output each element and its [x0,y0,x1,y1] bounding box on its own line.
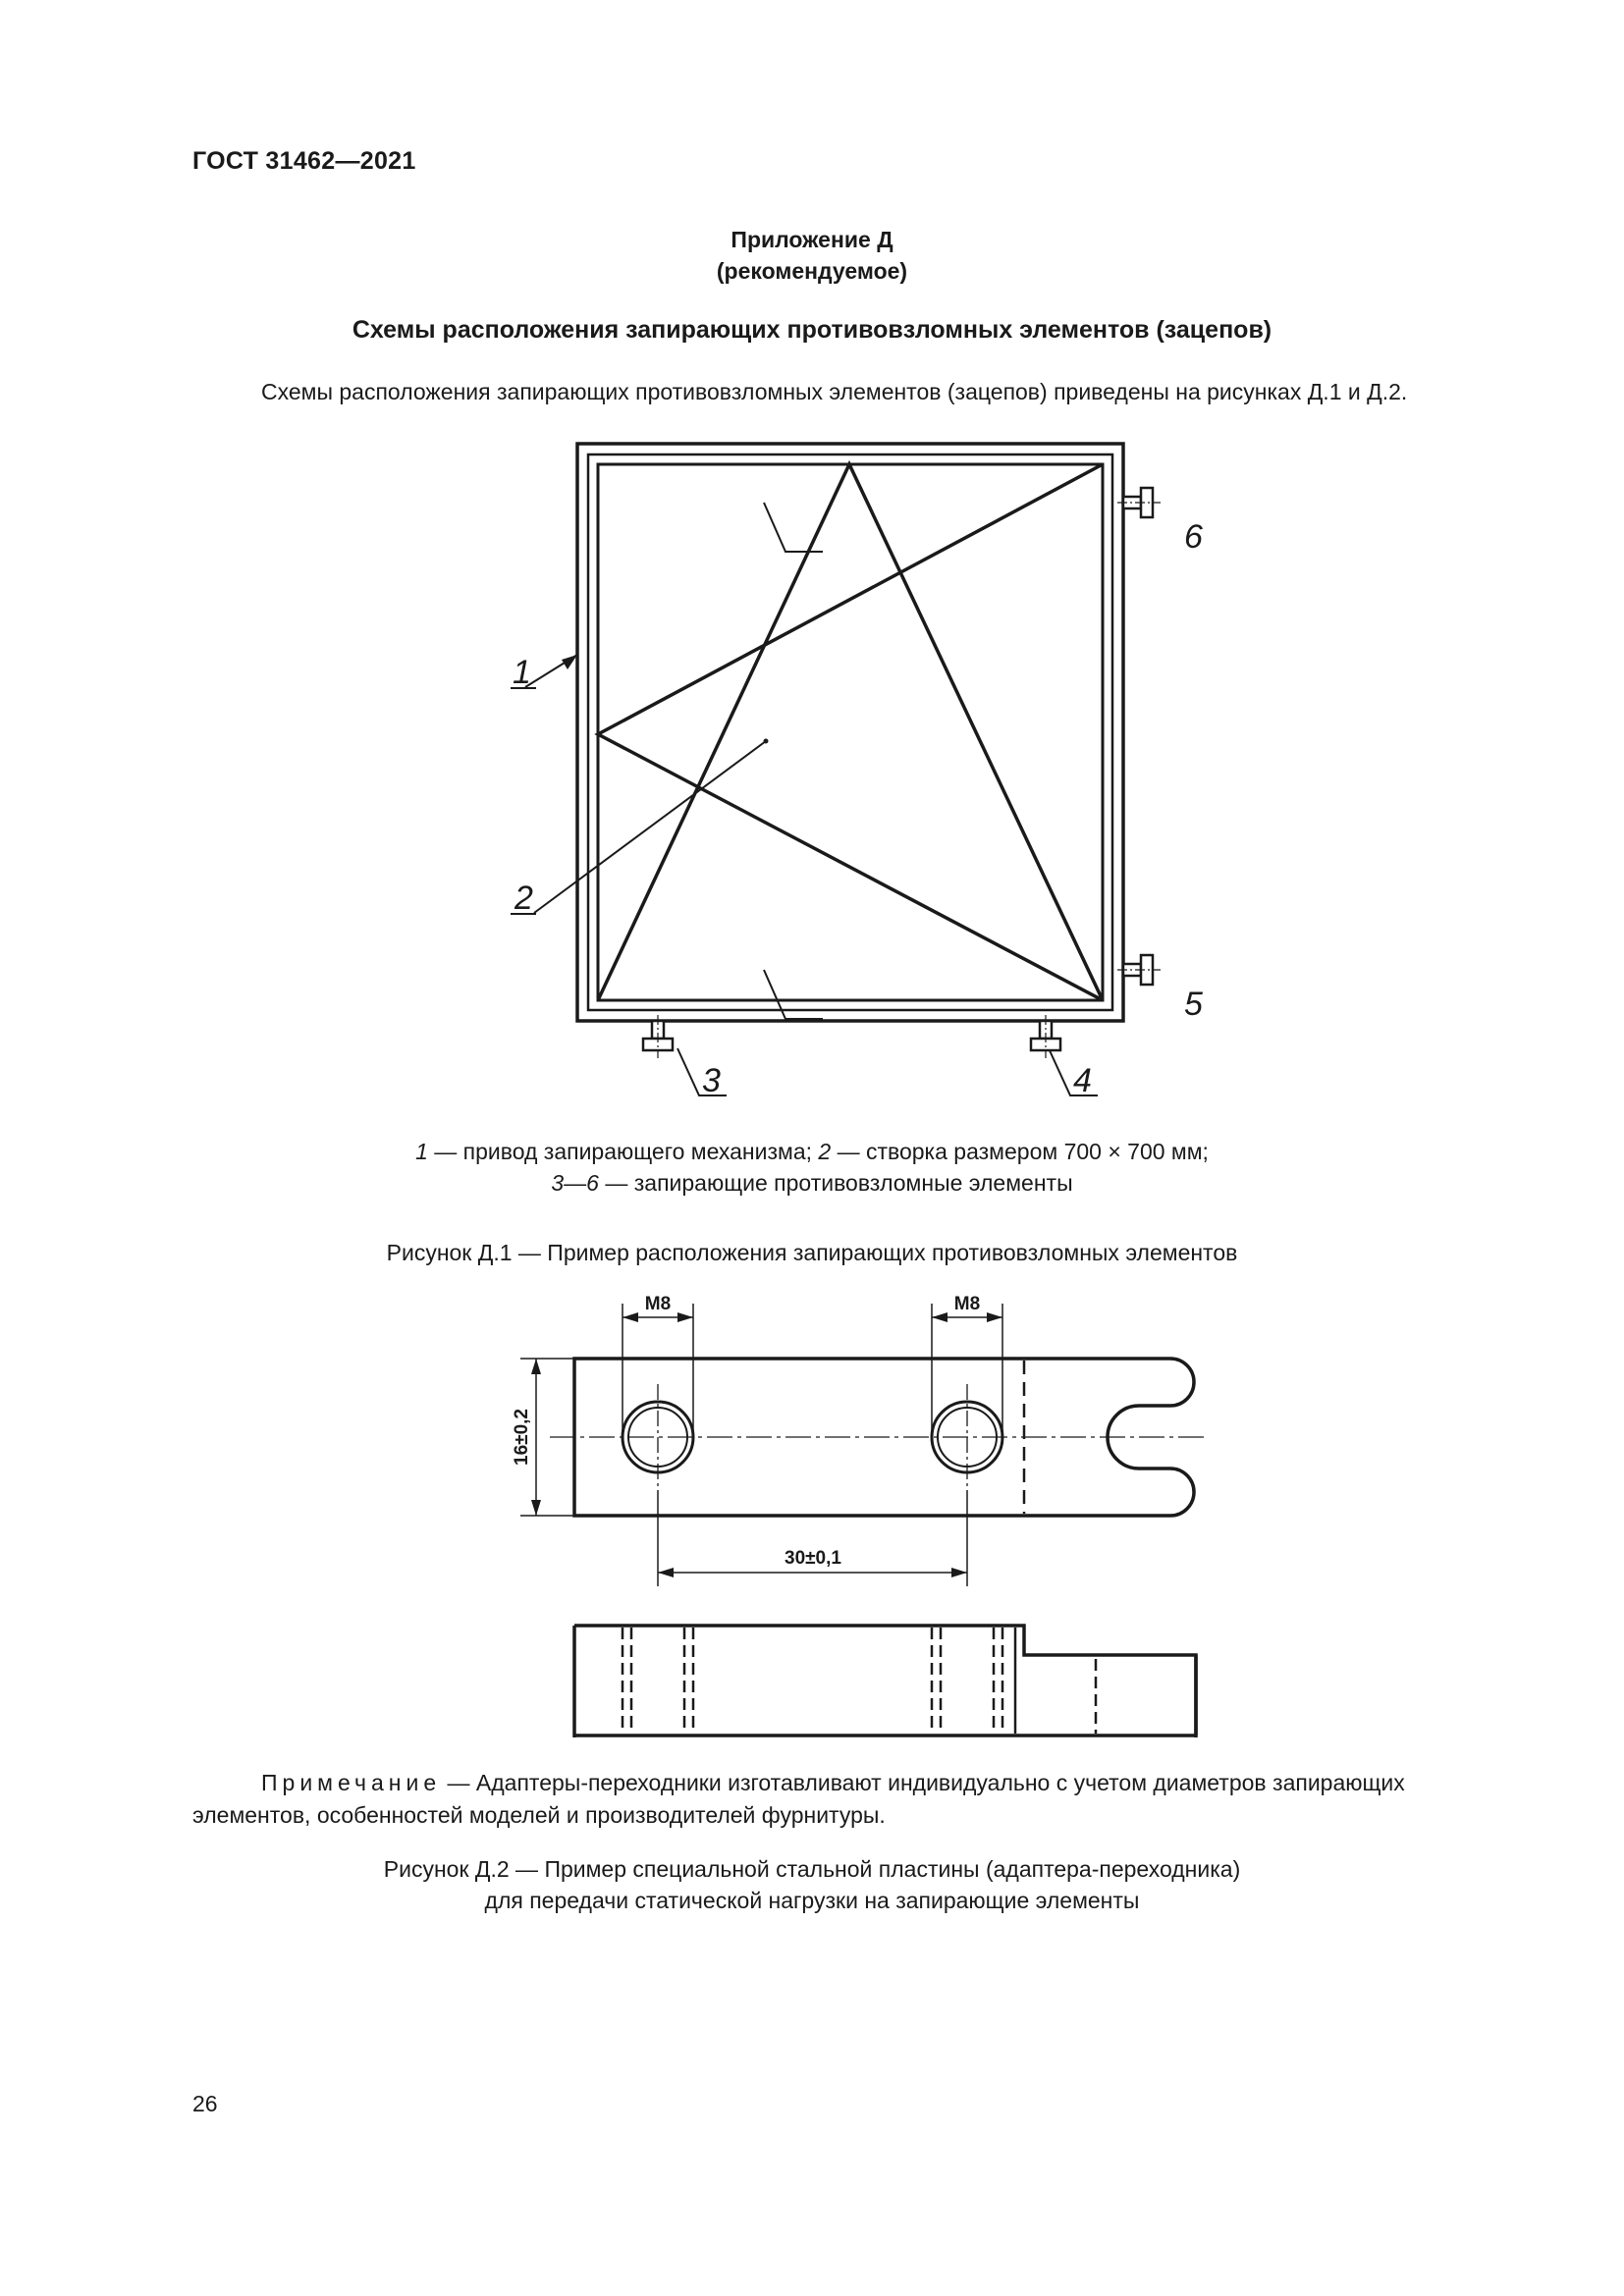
legend-text-2: — створка размером 700 × 700 мм; [831,1139,1209,1164]
legend-text-1: — привод запирающего механизма; [427,1139,819,1164]
note-text: — Адаптеры-переходники изготавливают индивидуально с учетом диаметров запирающих элементов, особенностей моделей и производителей фурнитуры. [192,1770,1405,1828]
figure-1-diagram [0,422,1624,1129]
window-frame-inner [588,454,1112,1010]
leader-6 [764,503,823,552]
dim-m8-left: М8 [644,1294,672,1314]
legend-text-3: — запирающие противовзломные элементы [598,1170,1073,1196]
intro-paragraph: Схемы расположения запирающих противовзломных элементов (зацепов) приведены на рисунках Д.1 и Д.2. [261,379,1408,404]
figure-1-caption: Рисунок Д.1 — Пример расположения запирающих противовзломных элементов [386,1240,1238,1265]
callout-2: 2 [514,880,533,917]
plate-side-view-top [574,1626,1196,1737]
window-sash [598,464,1103,1000]
window-frame-outer [577,444,1123,1021]
dim-m8-right: М8 [953,1294,981,1314]
legend-line-2 [0,1167,1624,1199]
figure-2-caption-line-2: для передачи статической нагрузки на запирающие элементы [484,1888,1140,1913]
note-label: Примечание [261,1770,442,1795]
section-title: Схемы расположения запирающих противовзломных элементов (зацепов) [352,316,1272,344]
opening-indicator-vertical [598,464,1103,1000]
figure-2-note [192,1767,1528,1832]
legend-num-1: 1 [415,1139,428,1164]
leader-dot-2 [764,739,769,744]
callout-1: 1 [513,654,531,691]
annex-title: Приложение Д [731,227,893,252]
opening-indicator-horizontal [598,464,1103,1000]
legend-line-1 [0,1136,1624,1167]
legend-num-3: 3—6 [551,1170,599,1196]
page-number: 26 [192,2091,218,2116]
figure-2-diagram [0,1276,1624,1737]
figure-2-caption [0,1853,1624,1916]
annex-heading [0,224,1624,287]
dim-height: 16±0,2 [512,1409,532,1466]
callout-5: 5 [1184,986,1203,1023]
leader-5 [764,970,823,1019]
legend-num-2: 2 [818,1139,832,1164]
document-id: ГОСТ 31462—2021 [192,147,416,175]
annex-subtitle: (рекомендуемое) [716,258,908,284]
arrow-1 [562,655,577,669]
dim-spacing: 30±0,1 [785,1548,841,1569]
figure-1-legend [0,1136,1624,1199]
figure-2-caption-line-1: Рисунок Д.2 — Пример специальной стальной пластины (адаптера-переходника) [383,1856,1241,1882]
callout-4: 4 [1073,1062,1092,1099]
callout-6: 6 [1184,518,1203,556]
callout-3: 3 [702,1062,721,1099]
